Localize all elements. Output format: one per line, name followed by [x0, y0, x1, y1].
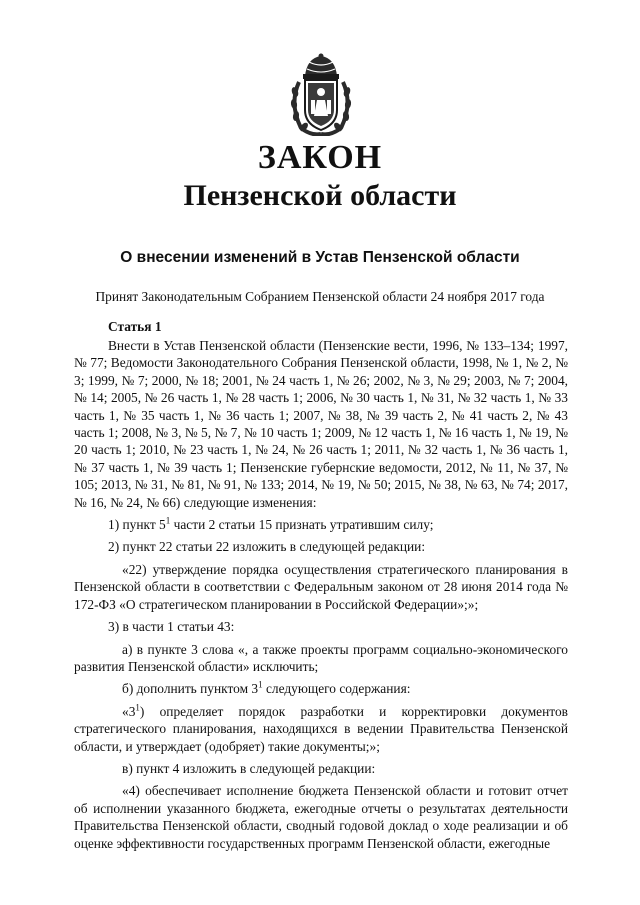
article-body	[74, 337, 568, 852]
subitem-b: б) дополнить пунктом $3^1$ следующего содержания:	[122, 679, 411, 697]
subitem-a: а) в пункте 3 слова «, а также проекты программ социально-экономического развития Пензенской области» исключить;	[74, 641, 568, 674]
quote-22: «22) утверждение порядка осуществления стратегического планирования в Пензенской области в соответствии с Федеральным законом от 28 июня 2014 года № 172-ФЗ «О стратегическом планировании в Российской Федерации»;»;	[74, 561, 568, 612]
law-subtitle: О внесении изменений в Устав Пензенской области	[120, 249, 520, 266]
quote-3-1: «$3^1$) определяет порядок разработки и корректировки документов стратегического планирования, находящихся в ведении Правительства Пензенской области, и утверждает (одобряет) такие документы;»;	[74, 702, 568, 754]
coat-of-arms-icon	[287, 52, 355, 136]
law-title: ЗАКОН	[257, 139, 383, 176]
quote-4: «4) обеспечивает исполнение бюджета Пензенской области и готовит отчет об исполнении указанного бюджета, ежегодные отчеты о результатах деятельности Правительства Пензенской области, сводный годовой доклад о ходе реализации и об оценке эффективности государственных программ Пензенской области, ежегодные	[74, 783, 568, 851]
item-3: 3) в части 1 статьи 43:	[108, 619, 235, 635]
adoption-line: Принят Законодательным Собранием Пензенской области 24 ноября 2017 года	[95, 289, 545, 304]
item-2: 2) пункт 22 статьи 22 изложить в следующей редакции:	[108, 539, 426, 555]
article-heading: Статья 1	[108, 319, 162, 334]
subitem-v: в) пункт 4 изложить в следующей редакции:	[122, 760, 376, 776]
law-region: Пензенской области	[183, 179, 457, 212]
item-1: 1) пункт $5^1$ части 2 статьи 15 признать утратившим силу;	[108, 515, 434, 533]
article-intro: Внести в Устав Пензенской области (Пензенские вести, 1996, № 133–134; 1997, № 77; Ведомости Законодательного Собрания Пензенской области, 1998, № 1, № 2, № 3; 1999, № 7; 2000, № 18; 2001, № 24 часть 1, № 26; 2002, № 3, № 29; 2003, № 7; 2004, № 14; 2005, № 26 часть 1, № 28 часть 1; 2006, № 30 часть 1, № 31, № 32 часть 1, № 33 часть 1, № 35 часть 1, № 36 часть 1; 2007, № 38, № 39 часть 2, № 41 часть 2, № 43 часть 1; 2008, № 3, № 5, № 7, № 10 часть 1; 2009, № 12 часть 1, № 16 часть 1, № 19, № 20 часть 1; 2010, № 23 часть 1, № 24, № 26 часть 1; 2011, № 32 часть 1, № 36 часть 1, № 37 часть 1, № 39 часть 1; Пензенские губернские ведомости, 2012, № 11, № 37, № 105; 2013, № 31, № 81, № 91, № 133; 2014, № 19, № 50; 2015, № 38, № 63, № 74; 2017, № 16, № 24, № 66) следующие изменения:	[74, 338, 568, 510]
